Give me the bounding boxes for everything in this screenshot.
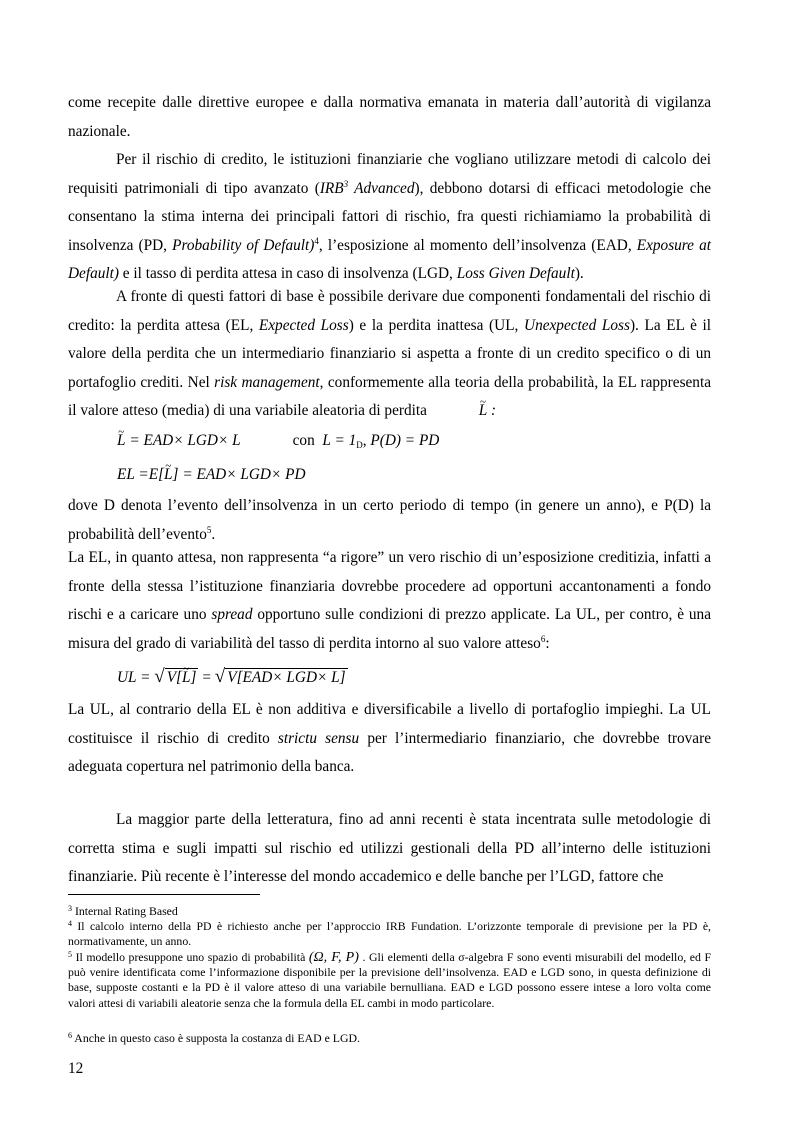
equation-unexpected-loss: UL = √ V[~ L] = √ V[EAD× LGD× L] — [117, 666, 348, 689]
paragraph-3: A fronte di questi fattori di base è possibile derivare due componenti fondamentali del rischio di credito: la perdita attesa (EL, Expected Loss) e la perdita inattesa (UL, Unexpected Loss). La EL è il valore della perdita che un intermediario finanziario si aspetta a fronte di un credito specifico o di un portafoglio crediti. Nel risk management, conformemente alla teoria della probabilità, la EL rappresenta il valore atteso (media) di una variabile aleatoria di perdita ~ L : — [68, 283, 711, 426]
paragraph-4: dove D denota l’evento dell’insolvenza in un certo periodo di tempo (in genere un anno), e P(D) la probabilità dell’evento$^5$. — [68, 497, 711, 543]
paragraph-1: come recepite dalle direttive europee e dalla normativa emanata in materia dall’autorità di vigilanza nazionale. — [68, 94, 711, 140]
footnote-3: $^3$ Internal Rating Based — [68, 904, 178, 918]
paragraph-5: La EL, in quanto attesa, non rappresenta “a rigore” un vero rischio di un’esposizione creditizia, infatti a fronte della stessa l’istituzione finanziaria dovrebbe procedere ad opportuni accantonamenti a fondo rischi e a caricare uno spread opportuno sulle condizioni di prezzo applicate. La UL, per contro, è una misura del grado di variabilità del tasso di perdita intorno al suo valore atteso$^6$: — [68, 549, 711, 652]
footnote-5: $^5$ Il modello presuppone uno spazio di probabilità (Ω, F, P) . Gli elementi della σ-algebra F sono eventi misurabili del modello, ed F può venire identificata come l’informazione disponibile per la previsione dell’insolvenza. EAD e LGD sono, in questa definizione di base, supposte costanti e la PD è il valore atteso di una variabile bernulliana. EAD e LGD possono essere intese a loro volta come valori attesi di variabili aleatorie senza che la formula della EL cambi in modo particolare. — [68, 950, 711, 1010]
footnote-6: $^6$ Anche in questo caso è supposta la costanza di EAD e LGD. — [68, 1031, 360, 1045]
footnote-separator — [68, 894, 260, 895]
equation-loss: ~ L = EAD× LGD× L con $L = 1_D$, P(D) = PD — [117, 430, 439, 452]
paragraph-2: Per il rischio di credito, le istituzioni finanziarie che vogliano utilizzare metodi di calcolo dei requisiti patrimoniali di tipo avanzato (IRB$^3$ Advanced), debbono dotarsi di efficaci metodologie che consentano la stima interna dei principali fattori di rischio, fra questi richiamiamo la probabilità di insolvenza (PD, Probability of Default)$^4$, l’esposizione al momento dell’insolvenza (EAD, Exposure at Default) e il tasso di perdita attesa in caso di insolvenza (LGD, Loss Given Default). — [68, 151, 712, 283]
paragraph-7: La maggior parte della letteratura, fino ad anni recenti è stata incentrata sulle metodologie di corretta stima e sugli impatti sul rischio ed utilizzi gestionali della PD all’interno delle istituzioni finanziarie. Più recente è l’interesse del mondo accademico e delle banche per l’LGD, fattore che — [68, 811, 711, 886]
equation-expected-loss: EL =E[~ L] = EAD× LGD× PD — [117, 464, 306, 486]
paragraph-6: La UL, al contrario della EL è non additiva e diversificabile a livello di portafoglio impieghi. La UL costituisce il rischio di credito strictu sensu per l’intermediario finanziario, che dovrebbe trovare adeguata copertura nel patrimonio della banca. — [68, 701, 711, 776]
page-number: 12 — [68, 1060, 84, 1077]
footnote-4: $^4$ Il calcolo interno della PD è richiesto anche per l’approccio IRB Fundation. L’orizzonte temporale di previsione per la PD è, normativamente, un anno. — [68, 919, 711, 949]
